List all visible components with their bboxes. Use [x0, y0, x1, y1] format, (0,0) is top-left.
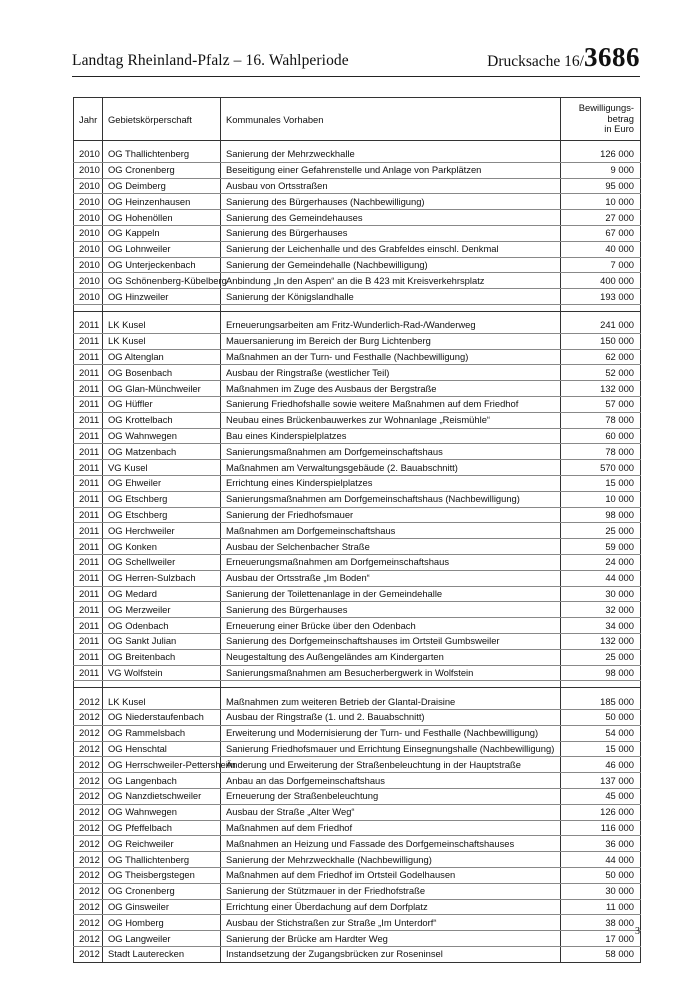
cell-amount: 27 000 [561, 210, 641, 226]
cell-project: Sanierung der Königslandhalle [221, 289, 561, 305]
cell-amount: 98 000 [561, 665, 641, 681]
cell-year: 2012 [74, 694, 103, 709]
table-row [74, 333, 641, 349]
cell-project: Ausbau der Straße „Alter Weg“ [221, 804, 561, 820]
cell-amount: 50 000 [561, 868, 641, 884]
cell-year: 2012 [74, 741, 103, 757]
cell-project: Maßnahmen auf dem Friedhof [221, 820, 561, 836]
cell-project: Sanierung des Gemeindehauses [221, 210, 561, 226]
cell-amount: 36 000 [561, 836, 641, 852]
cell-year: 2011 [74, 349, 103, 365]
cell-year: 2010 [74, 257, 103, 273]
cell-project: Errichtung einer Überdachung auf dem Dorfplatz [221, 899, 561, 915]
cell-project: Sanierung des Bürgerhauses [221, 225, 561, 241]
cell-amount: 137 000 [561, 773, 641, 789]
cell-authority: OG Ehweiler [103, 475, 221, 491]
cell-amount: 52 000 [561, 365, 641, 381]
cell-project: Sanierungsmaßnahmen am Besucherbergwerk in Wolfstein [221, 665, 561, 681]
cell-year: 2010 [74, 225, 103, 241]
cell-authority: OG Langenbach [103, 773, 221, 789]
table-row [74, 899, 641, 915]
table-row [74, 349, 641, 365]
cell-authority: OG Herrschweiler-Pettersheim [103, 757, 221, 773]
cell-authority: OG Schönenberg-Kübelberg [103, 273, 221, 289]
cell-project: Sanierung Friedhofshalle sowie weitere Maßnahmen auf dem Friedhof [221, 396, 561, 412]
separator-cell [561, 681, 641, 688]
amount-header-text: Bewilligungs- betrag in Euro [578, 101, 634, 135]
cell-authority: OG Breitenbach [103, 649, 221, 665]
cell-project: Ausbau der Stichstraßen zur Straße „Im Unterdorf“ [221, 915, 561, 931]
cell-amount: 11 000 [561, 899, 641, 915]
table-row [74, 836, 641, 852]
cell-amount: 98 000 [561, 507, 641, 523]
cell-project: Sanierungsmaßnahmen am Dorfgemeinschaftshaus [221, 444, 561, 460]
cell-amount: 132 000 [561, 633, 641, 649]
cell-authority: OG Langweiler [103, 931, 221, 947]
cell-amount: 44 000 [561, 570, 641, 586]
doc-number: 3686 [584, 42, 640, 72]
funding-table [73, 97, 641, 963]
cell-authority: OG Cronenberg [103, 883, 221, 899]
table-row [74, 931, 641, 947]
cell-year: 2011 [74, 649, 103, 665]
cell-year: 2012 [74, 868, 103, 884]
cell-authority: OG Odenbach [103, 618, 221, 634]
table-row [74, 554, 641, 570]
cell-authority: OG Lohnweiler [103, 241, 221, 257]
cell-year: 2010 [74, 194, 103, 210]
table-row [74, 665, 641, 681]
cell-project: Maßnahmen an der Turn- und Festhalle (Nachbewilligung) [221, 349, 561, 365]
cell-authority: OG Homberg [103, 915, 221, 931]
cell-amount: 78 000 [561, 444, 641, 460]
cell-project: Anbindung „In den Aspen“ an die B 423 mit Kreisverkehrsplatz [221, 273, 561, 289]
col-header-year: Jahr [74, 98, 103, 141]
table-row [74, 539, 641, 555]
cell-project: Mauersanierung im Bereich der Burg Lichtenberg [221, 333, 561, 349]
cell-authority: LK Kusel [103, 318, 221, 333]
table-row [74, 210, 641, 226]
cell-year: 2010 [74, 178, 103, 194]
cell-year: 2011 [74, 507, 103, 523]
cell-year: 2011 [74, 428, 103, 444]
table-row [74, 523, 641, 539]
cell-project: Maßnahmen an Heizung und Fassade des Dorfgemeinschaftshauses [221, 836, 561, 852]
cell-year: 2012 [74, 773, 103, 789]
cell-authority: VG Kusel [103, 460, 221, 476]
cell-amount: 50 000 [561, 710, 641, 726]
cell-year: 2012 [74, 931, 103, 947]
cell-amount: 67 000 [561, 225, 641, 241]
cell-year: 2012 [74, 820, 103, 836]
cell-project: Maßnahmen zum weiteren Betrieb der Glantal-Draisine [221, 694, 561, 709]
cell-authority: OG Hinzweiler [103, 289, 221, 305]
cell-project: Sanierungsmaßnahmen am Dorfgemeinschaftshaus (Nachbewilligung) [221, 491, 561, 507]
cell-project: Beseitigung einer Gefahrenstelle und Anlage von Parkplätzen [221, 162, 561, 178]
cell-amount: 9 000 [561, 162, 641, 178]
cell-project: Ausbau von Ortsstraßen [221, 178, 561, 194]
cell-authority: OG Cronenberg [103, 162, 221, 178]
table-row [74, 649, 641, 665]
cell-year: 2012 [74, 836, 103, 852]
table-row [74, 915, 641, 931]
cell-authority: OG Schellweiler [103, 554, 221, 570]
cell-amount: 62 000 [561, 349, 641, 365]
cell-authority: OG Hohenöllen [103, 210, 221, 226]
table-row [74, 194, 641, 210]
cell-project: Sanierung der Stützmauer in der Friedhofstraße [221, 883, 561, 899]
cell-authority: OG Konken [103, 539, 221, 555]
cell-amount: 150 000 [561, 333, 641, 349]
cell-amount: 7 000 [561, 257, 641, 273]
table-row [74, 257, 641, 273]
cell-authority: OG Ginsweiler [103, 899, 221, 915]
cell-amount: 58 000 [561, 947, 641, 963]
cell-project: Bau eines Kinderspielplatzes [221, 428, 561, 444]
separator-cell [103, 681, 221, 688]
cell-project: Maßnahmen am Dorfgemeinschaftshaus [221, 523, 561, 539]
cell-year: 2011 [74, 396, 103, 412]
table-header-row [74, 98, 641, 141]
separator-cell [103, 304, 221, 311]
table-row [74, 773, 641, 789]
cell-amount: 57 000 [561, 396, 641, 412]
cell-year: 2012 [74, 899, 103, 915]
table-row [74, 365, 641, 381]
table-row [74, 710, 641, 726]
table-row [74, 444, 641, 460]
cell-year: 2011 [74, 618, 103, 634]
cell-authority: OG Hüffler [103, 396, 221, 412]
cell-amount: 400 000 [561, 273, 641, 289]
cell-amount: 59 000 [561, 539, 641, 555]
table-row [74, 586, 641, 602]
cell-authority: OG Wahnwegen [103, 428, 221, 444]
cell-project: Sanierung des Bürgerhauses [221, 602, 561, 618]
cell-project: Maßnahmen auf dem Friedhof im Ortsteil Godelhausen [221, 868, 561, 884]
cell-year: 2012 [74, 710, 103, 726]
cell-authority: OG Unterjeckenbach [103, 257, 221, 273]
cell-authority: OG Medard [103, 586, 221, 602]
cell-year: 2012 [74, 804, 103, 820]
cell-authority: OG Matzenbach [103, 444, 221, 460]
cell-year: 2011 [74, 381, 103, 397]
col-header-authority: Gebietskörperschaft [103, 98, 221, 141]
separator-cell [561, 304, 641, 311]
cell-year: 2012 [74, 757, 103, 773]
cell-authority: OG Nanzdietschweiler [103, 789, 221, 805]
cell-project: Sanierung der Mehrzweckhalle (Nachbewilligung) [221, 852, 561, 868]
table-row [74, 725, 641, 741]
cell-project: Änderung und Erweiterung der Straßenbeleuchtung in der Hauptstraße [221, 757, 561, 773]
cell-year: 2012 [74, 852, 103, 868]
cell-authority: LK Kusel [103, 694, 221, 709]
cell-amount: 17 000 [561, 931, 641, 947]
cell-amount: 10 000 [561, 194, 641, 210]
cell-amount: 30 000 [561, 586, 641, 602]
cell-project: Ausbau der Ringstraße (westlicher Teil) [221, 365, 561, 381]
cell-amount: 25 000 [561, 649, 641, 665]
cell-amount: 241 000 [561, 318, 641, 333]
cell-project: Sanierung der Friedhofsmauer [221, 507, 561, 523]
cell-amount: 95 000 [561, 178, 641, 194]
cell-project: Sanierung der Toilettenanlage in der Gemeindehalle [221, 586, 561, 602]
table-row [74, 289, 641, 305]
table-row [74, 396, 641, 412]
cell-authority: OG Etschberg [103, 491, 221, 507]
cell-amount: 116 000 [561, 820, 641, 836]
separator-cell [74, 681, 103, 688]
table-row [74, 741, 641, 757]
cell-authority: OG Deimberg [103, 178, 221, 194]
cell-amount: 32 000 [561, 602, 641, 618]
cell-year: 2012 [74, 883, 103, 899]
table-row [74, 475, 641, 491]
cell-authority: OG Krottelbach [103, 412, 221, 428]
cell-project: Sanierung der Brücke am Hardter Weg [221, 931, 561, 947]
cell-year: 2011 [74, 602, 103, 618]
group-separator [74, 681, 641, 688]
cell-project: Sanierung des Bürgerhauses (Nachbewilligung) [221, 194, 561, 210]
cell-year: 2010 [74, 162, 103, 178]
cell-authority: OG Thallichtenberg [103, 852, 221, 868]
cell-year: 2011 [74, 539, 103, 555]
table-row [74, 570, 641, 586]
cell-project: Errichtung eines Kinderspielplatzes [221, 475, 561, 491]
separator-cell [221, 681, 561, 688]
cell-project: Sanierung der Mehrzweckhalle [221, 147, 561, 162]
table-row [74, 273, 641, 289]
cell-amount: 570 000 [561, 460, 641, 476]
cell-year: 2011 [74, 318, 103, 333]
cell-year: 2012 [74, 947, 103, 963]
cell-year: 2010 [74, 147, 103, 162]
cell-authority: OG Glan-Münchweiler [103, 381, 221, 397]
cell-authority: OG Thallichtenberg [103, 147, 221, 162]
col-header-project: Kommunales Vorhaben [221, 98, 561, 141]
table-row [74, 618, 641, 634]
table-row [74, 162, 641, 178]
cell-authority: OG Rammelsbach [103, 725, 221, 741]
table-row [74, 602, 641, 618]
cell-amount: 60 000 [561, 428, 641, 444]
table-row [74, 428, 641, 444]
table-row [74, 947, 641, 963]
cell-authority: OG Merzweiler [103, 602, 221, 618]
cell-amount: 44 000 [561, 852, 641, 868]
cell-project: Sanierung Friedhofsmauer und Errichtung Einsegnungshalle (Nachbewilligung) [221, 741, 561, 757]
cell-project: Maßnahmen im Zuge des Ausbaus der Bergstraße [221, 381, 561, 397]
table-row [74, 757, 641, 773]
cell-authority: OG Bosenbach [103, 365, 221, 381]
cell-amount: 185 000 [561, 694, 641, 709]
table-row [74, 225, 641, 241]
cell-year: 2010 [74, 273, 103, 289]
cell-project: Erneuerungsarbeiten am Fritz-Wunderlich-Rad-/Wanderweg [221, 318, 561, 333]
table-row [74, 178, 641, 194]
cell-project: Sanierung der Leichenhalle und des Grabfeldes einschl. Denkmal [221, 241, 561, 257]
cell-year: 2010 [74, 289, 103, 305]
table-row [74, 507, 641, 523]
cell-year: 2011 [74, 412, 103, 428]
table-row [74, 883, 641, 899]
cell-amount: 30 000 [561, 883, 641, 899]
table-row [74, 381, 641, 397]
cell-authority: OG Henschtal [103, 741, 221, 757]
cell-year: 2011 [74, 460, 103, 476]
cell-authority: OG Reichweiler [103, 836, 221, 852]
cell-project: Sanierung der Gemeindehalle (Nachbewilligung) [221, 257, 561, 273]
cell-year: 2011 [74, 570, 103, 586]
cell-authority: OG Kappeln [103, 225, 221, 241]
cell-authority: OG Pfeffelbach [103, 820, 221, 836]
cell-amount: 38 000 [561, 915, 641, 931]
cell-authority: OG Herchweiler [103, 523, 221, 539]
cell-project: Neubau eines Brückenbauwerkes zur Wohnanlage „Reismühle“ [221, 412, 561, 428]
cell-year: 2010 [74, 241, 103, 257]
cell-amount: 10 000 [561, 491, 641, 507]
cell-project: Anbau an das Dorfgemeinschaftshaus [221, 773, 561, 789]
table-row [74, 789, 641, 805]
table-row [74, 491, 641, 507]
cell-project: Instandsetzung der Zugangsbrücken zur Roseninsel [221, 947, 561, 963]
cell-authority: OG Herren-Sulzbach [103, 570, 221, 586]
table-row [74, 241, 641, 257]
cell-authority: LK Kusel [103, 333, 221, 349]
cell-year: 2011 [74, 523, 103, 539]
separator-cell [74, 304, 103, 311]
cell-project: Ausbau der Selchenbacher Straße [221, 539, 561, 555]
cell-authority: OG Wahnwegen [103, 804, 221, 820]
table-row [74, 694, 641, 709]
doc-label: Drucksache 16/ [487, 53, 584, 70]
cell-authority: VG Wolfstein [103, 665, 221, 681]
cell-amount: 193 000 [561, 289, 641, 305]
cell-year: 2012 [74, 789, 103, 805]
cell-project: Erneuerung einer Brücke über den Odenbach [221, 618, 561, 634]
table-row [74, 804, 641, 820]
cell-amount: 24 000 [561, 554, 641, 570]
cell-year: 2011 [74, 665, 103, 681]
cell-year: 2011 [74, 491, 103, 507]
cell-authority: OG Theisbergstegen [103, 868, 221, 884]
document-number [487, 42, 640, 73]
group-separator [74, 304, 641, 311]
cell-authority: OG Heinzenhausen [103, 194, 221, 210]
cell-year: 2011 [74, 633, 103, 649]
cell-amount: 15 000 [561, 475, 641, 491]
cell-year: 2010 [74, 210, 103, 226]
cell-amount: 45 000 [561, 789, 641, 805]
table-row [74, 147, 641, 162]
cell-project: Ausbau der Ortsstraße „Im Boden“ [221, 570, 561, 586]
table-row [74, 460, 641, 476]
cell-year: 2011 [74, 586, 103, 602]
table-row [74, 852, 641, 868]
cell-year: 2011 [74, 365, 103, 381]
table-body [74, 141, 641, 963]
cell-project: Sanierung des Dorfgemeinschaftshauses im Ortsteil Gumbsweiler [221, 633, 561, 649]
cell-amount: 46 000 [561, 757, 641, 773]
cell-amount: 126 000 [561, 804, 641, 820]
cell-amount: 25 000 [561, 523, 641, 539]
cell-year: 2012 [74, 725, 103, 741]
cell-project: Maßnahmen am Verwaltungsgebäude (2. Bauabschnitt) [221, 460, 561, 476]
cell-project: Ausbau der Ringstraße (1. und 2. Bauabschnitt) [221, 710, 561, 726]
col-header-amount [561, 98, 641, 141]
cell-year: 2011 [74, 333, 103, 349]
cell-amount: 132 000 [561, 381, 641, 397]
table-row [74, 412, 641, 428]
cell-amount: 78 000 [561, 412, 641, 428]
page-number: 3 [635, 926, 640, 937]
cell-authority: OG Etschberg [103, 507, 221, 523]
header-title: Landtag Rheinland-Pfalz – 16. Wahlperiode [72, 52, 349, 69]
cell-project: Erneuerung der Straßenbeleuchtung [221, 789, 561, 805]
cell-amount: 54 000 [561, 725, 641, 741]
separator-cell [221, 304, 561, 311]
table-row [74, 820, 641, 836]
cell-year: 2011 [74, 444, 103, 460]
table-row [74, 318, 641, 333]
cell-year: 2011 [74, 554, 103, 570]
cell-amount: 40 000 [561, 241, 641, 257]
cell-authority: Stadt Lauterecken [103, 947, 221, 963]
cell-authority: OG Niederstaufenbach [103, 710, 221, 726]
cell-amount: 126 000 [561, 147, 641, 162]
cell-amount: 34 000 [561, 618, 641, 634]
cell-project: Erneuerungsmaßnahmen am Dorfgemeinschaftshaus [221, 554, 561, 570]
table-row [74, 868, 641, 884]
cell-authority: OG Altenglan [103, 349, 221, 365]
cell-amount: 15 000 [561, 741, 641, 757]
cell-project: Neugestaltung des Außengeländes am Kindergarten [221, 649, 561, 665]
cell-project: Erweiterung und Modernisierung der Turn- und Festhalle (Nachbewilligung) [221, 725, 561, 741]
cell-authority: OG Sankt Julian [103, 633, 221, 649]
cell-year: 2011 [74, 475, 103, 491]
cell-year: 2012 [74, 915, 103, 931]
page-header [72, 42, 640, 77]
table-row [74, 633, 641, 649]
